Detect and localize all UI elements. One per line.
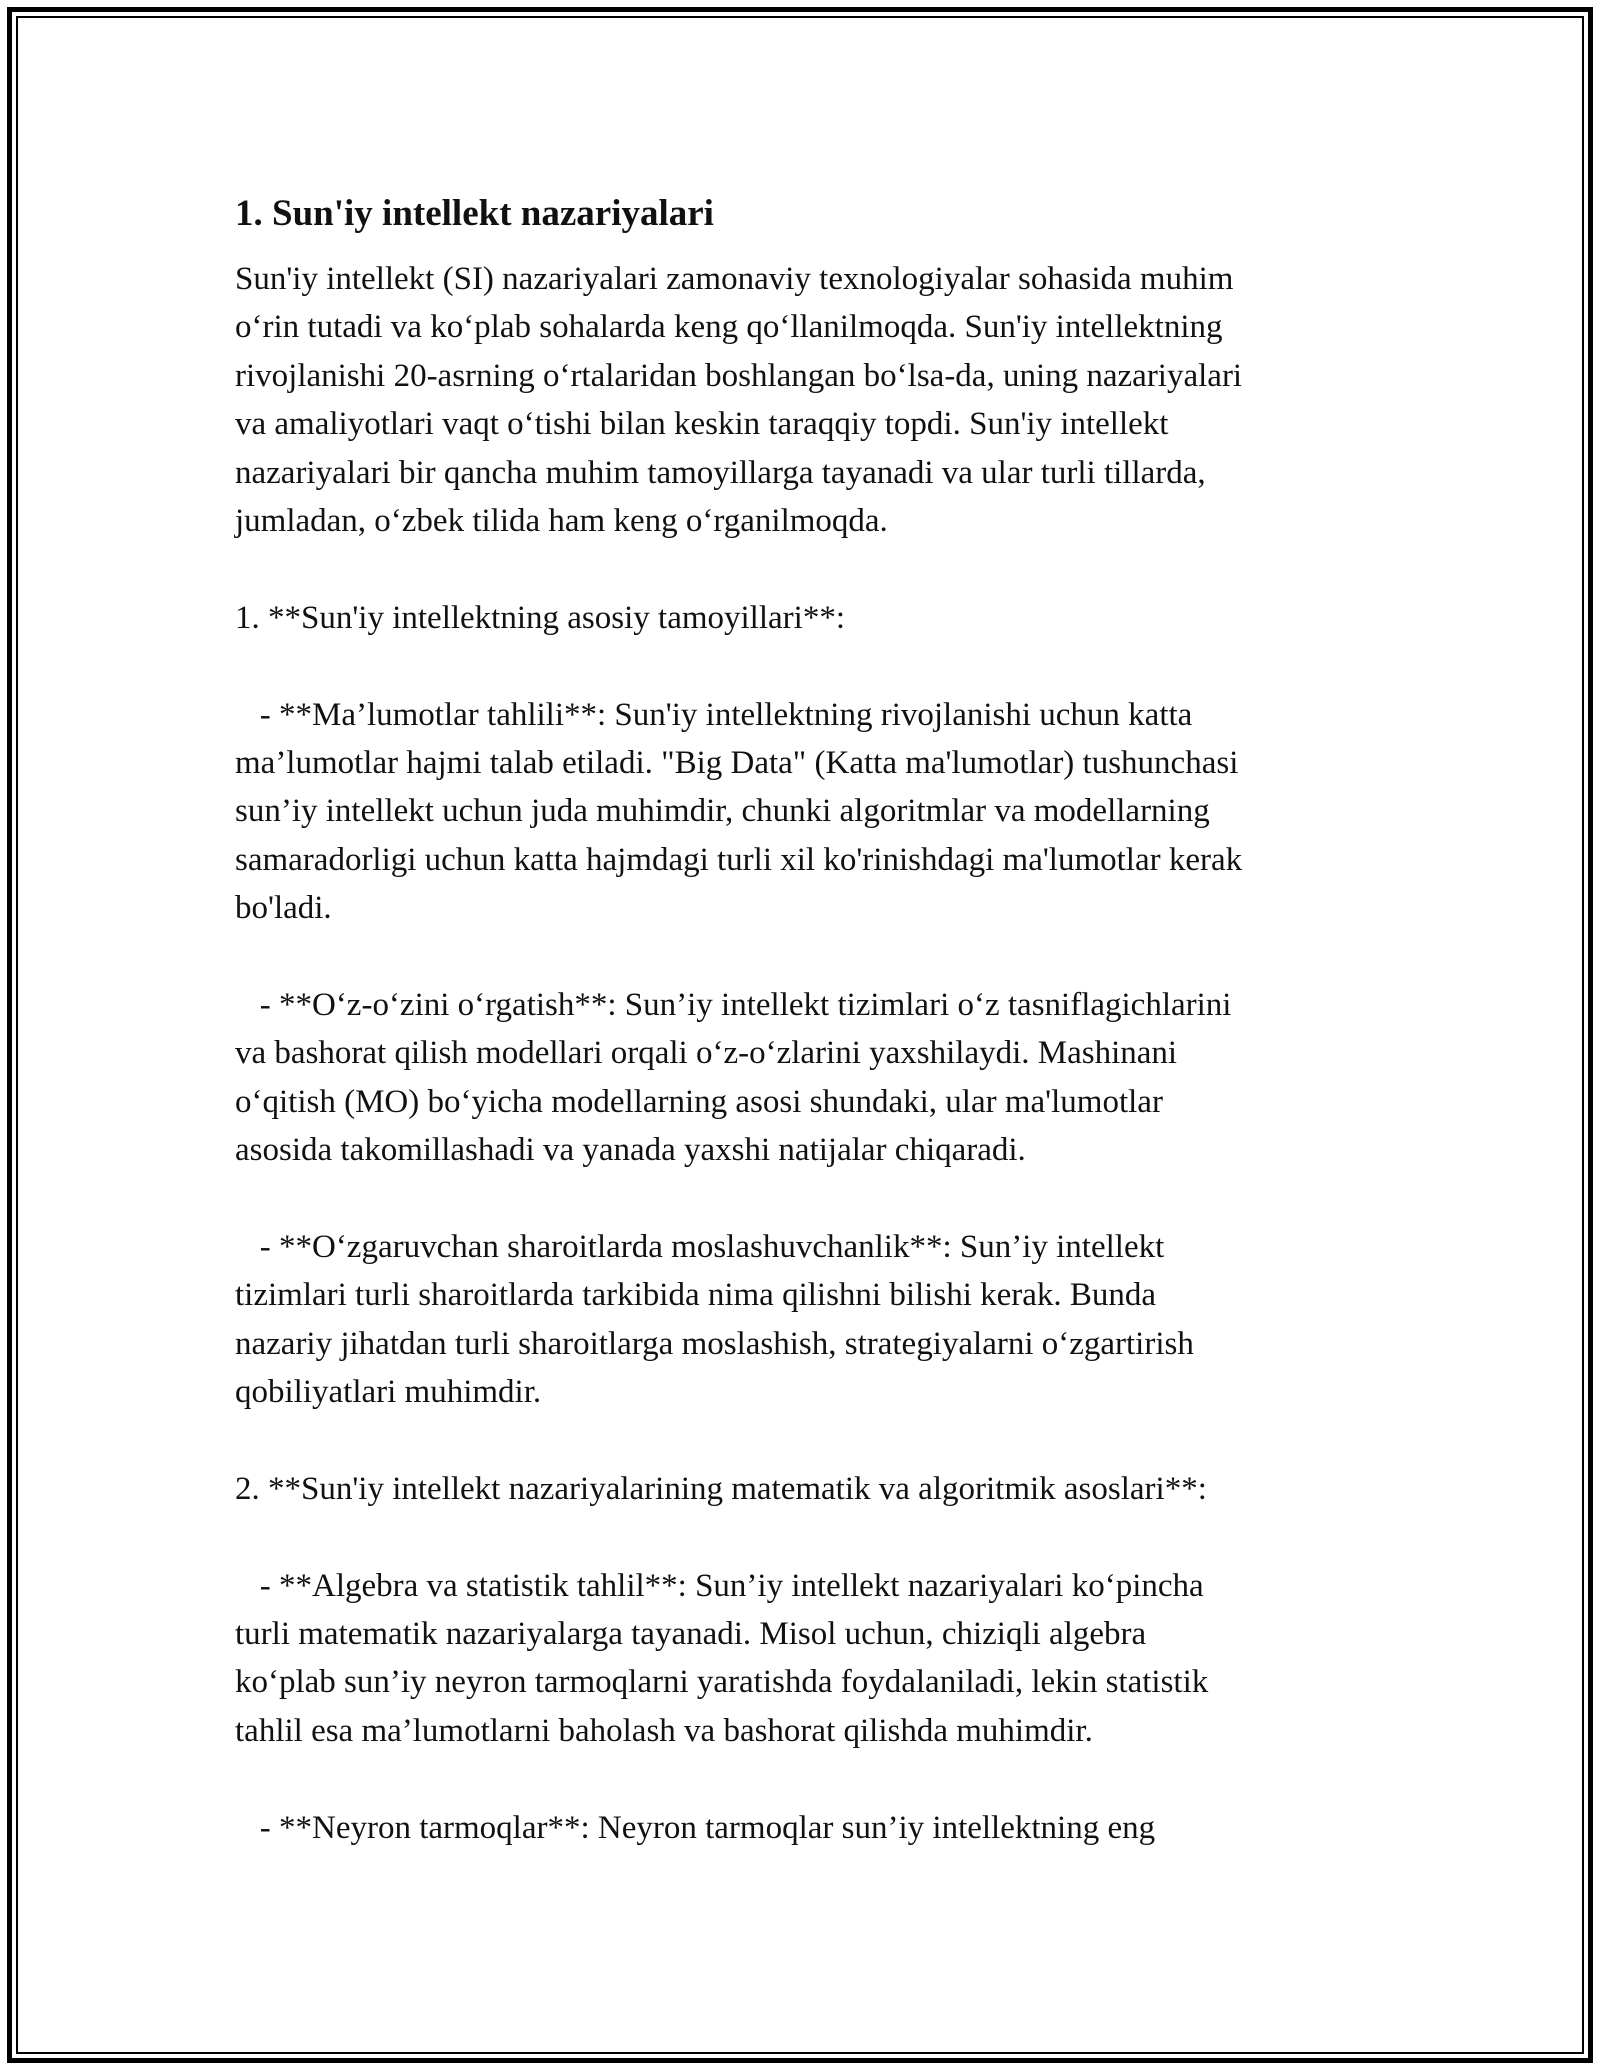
text-line: asosida takomillashadi va yanada yaxshi natijalar chiqaradi. xyxy=(235,1132,1026,1169)
text-line: - **Algebra va statistik tahlil**: Sun’iy intellekt nazariyalari koʻpincha xyxy=(235,1567,1204,1604)
paragraph xyxy=(235,1562,1370,1756)
paragraph xyxy=(235,1804,1370,1852)
text-line: rivojlanishi 20-asrning oʻrtalaridan boshlangan boʻlsa-da, uning nazariyalari xyxy=(235,357,1243,394)
text-line: Sun'iy intellekt (SI) nazariyalari zamonaviy texnologiyalar sohasida muhim xyxy=(235,261,1234,297)
text-line: tizimlari turli sharoitlarda tarkibida nima qilishni bilishi kerak. Bunda xyxy=(235,1277,1157,1314)
paragraph xyxy=(235,1465,1370,1513)
paragraph-list xyxy=(235,255,1370,1852)
text-line: oʻqitish (MO) boʻyicha modellarning asosi shundaki, ular ma'lumotlar xyxy=(235,1083,1163,1120)
text-line: - **Oʻz-oʻzini oʻrgatish**: Sun’iy intellekt tizimlari oʻz tasniflagichlarini xyxy=(235,986,1232,1023)
paragraph xyxy=(235,594,1370,642)
paragraph-gap xyxy=(235,1174,1370,1222)
text-line: - **Neyron tarmoqlar**: Neyron tarmoqlar sun’iy intellektning eng xyxy=(235,1809,1156,1846)
text-line: tahlil esa ma’lumotlarni baholash va bashorat qilishda muhimdir. xyxy=(235,1712,1093,1749)
text-line: va amaliyotlari vaqt oʻtishi bilan keskin taraqqiy topdi. Sun'iy intellekt xyxy=(235,406,1169,443)
paragraph-gap xyxy=(235,1755,1370,1803)
paragraph-gap xyxy=(235,1416,1370,1464)
text-line: - **Oʻzgaruvchan sharoitlarda moslashuvchanlik**: Sun’iy intellekt xyxy=(235,1228,1165,1265)
text-line: sun’iy intellekt uchun juda muhimdir, chunki algoritmlar va modellarning xyxy=(235,793,1210,830)
text-line: - **Ma’lumotlar tahlili**: Sun'iy intellektning rivojlanishi uchun katta xyxy=(235,696,1193,733)
text-line: jumladan, oʻzbek tilida ham keng oʻrganilmoqda. xyxy=(235,502,888,539)
text-line: oʻrin tutadi va koʻplab sohalarda keng qoʻllanilmoqda. Sun'iy intellektning xyxy=(235,309,1223,346)
paragraph-gap xyxy=(235,642,1370,690)
text-line: koʻplab sun’iy neyron tarmoqlarni yaratishda foydalaniladi, lekin statistik xyxy=(235,1664,1209,1701)
text-line: qobiliyatlari muhimdir. xyxy=(235,1373,542,1410)
text-line: 1. **Sun'iy intellektning asosiy tamoyillari**: xyxy=(235,599,845,636)
paragraph xyxy=(235,1223,1370,1417)
text-line: 2. **Sun'iy intellekt nazariyalarining matematik va algoritmik asoslari**: xyxy=(235,1470,1207,1507)
document-body xyxy=(235,185,1370,1852)
text-line: va bashorat qilish modellari orqali oʻz-oʻzlarini yaxshilaydi. Mashinani xyxy=(235,1035,1178,1072)
section-heading: 1. Sun'iy intellekt nazariyalari xyxy=(235,193,714,234)
text-line: nazariy jihatdan turli sharoitlarga moslashish, strategiyalarni oʻzgartirish xyxy=(235,1325,1194,1362)
paragraph-gap xyxy=(235,545,1370,593)
paragraph-gap xyxy=(235,932,1370,980)
text-line: nazariyalari bir qancha muhim tamoyillarga tayanadi va ular turli tillarda, xyxy=(235,454,1206,491)
paragraph xyxy=(235,691,1370,933)
paragraph-gap xyxy=(235,1513,1370,1561)
text-line: bo'ladi. xyxy=(235,890,332,927)
text-line: samaradorligi uchun katta hajmdagi turli xil ko'rinishdagi ma'lumotlar kerak xyxy=(235,841,1243,878)
text-line: turli matematik nazariyalarga tayanadi. Misol uchun, chiziqli algebra xyxy=(235,1615,1147,1652)
paragraph xyxy=(235,255,1370,545)
text-line: ma’lumotlar hajmi talab etiladi. "Big Data" (Katta ma'lumotlar) tushunchasi xyxy=(235,744,1239,781)
paragraph xyxy=(235,981,1370,1175)
